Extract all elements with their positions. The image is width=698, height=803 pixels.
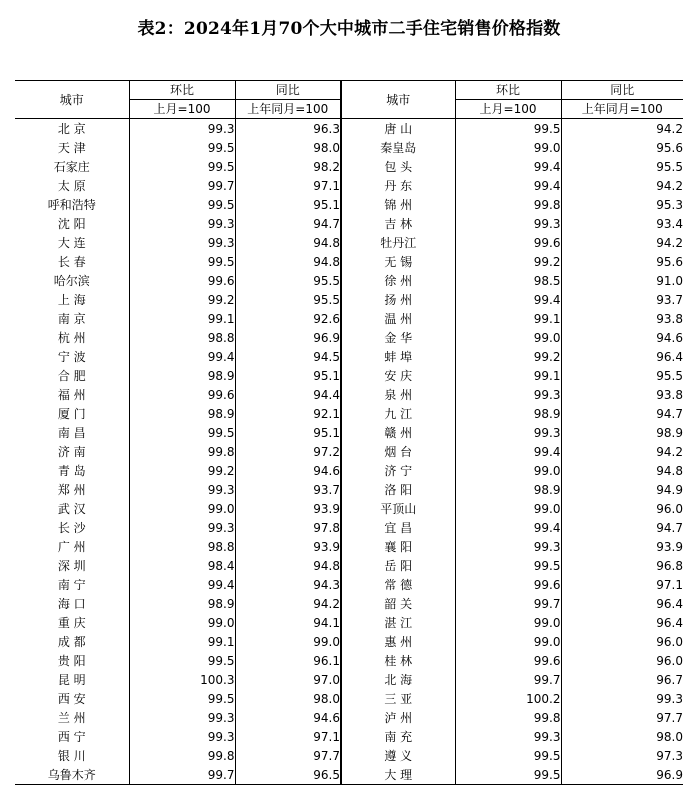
city-left: 兰 州 [57,710,86,725]
yoy-value-left: 94.6 [235,461,341,480]
mom-value-left: 98.9 [129,404,235,423]
mom-value-left: 99.3 [129,119,235,139]
city-left: 济 南 [57,444,86,459]
table-row [15,499,683,518]
city-right: 温 州 [341,309,455,328]
mom-value-left: 99.3 [129,480,235,499]
mom-value-left: 98.8 [129,537,235,556]
yoy-value-left: 97.0 [235,670,341,689]
yoy-value-left: 96.9 [235,328,341,347]
yoy-value-left: 98.2 [235,157,341,176]
yoy-value-left: 96.5 [235,765,341,785]
header-yoy-left: 同比 [235,81,341,100]
yoy-value-right: 96.0 [561,499,683,518]
header-yoy-base-left: 上年同月=100 [235,100,341,119]
mom-value-right: 99.8 [455,195,561,214]
table-row [15,252,683,271]
mom-value-right: 99.5 [455,746,561,765]
table-row [15,765,683,785]
city-left: 南 京 [57,311,86,326]
mom-value-right: 99.4 [455,157,561,176]
city-left: 成 都 [57,634,86,649]
yoy-value-left: 93.9 [235,499,341,518]
yoy-value-right: 96.7 [561,670,683,689]
city-right: 三 亚 [341,689,455,708]
mom-value-right: 99.5 [455,119,561,139]
city-left: 海 口 [57,596,86,611]
city-left: 北 京 [57,121,86,136]
yoy-value-right: 94.2 [561,176,683,195]
yoy-value-right: 94.2 [561,442,683,461]
yoy-value-left: 95.5 [235,290,341,309]
city-left: 深 圳 [57,558,86,573]
mom-value-right: 99.6 [455,651,561,670]
city-right: 泉 州 [341,385,455,404]
yoy-value-left: 93.7 [235,480,341,499]
mom-value-right: 98.5 [455,271,561,290]
table-row [15,347,683,366]
yoy-value-right: 96.9 [561,765,683,785]
yoy-value-left: 94.6 [235,708,341,727]
mom-value-left: 99.3 [129,708,235,727]
mom-value-left: 98.8 [129,328,235,347]
city-right: 扬 州 [341,290,455,309]
yoy-value-right: 96.8 [561,556,683,575]
city-left: 哈尔滨 [53,273,90,288]
city-right: 无 锡 [341,252,455,271]
yoy-value-right: 96.4 [561,347,683,366]
yoy-value-right: 93.4 [561,214,683,233]
table-row [15,404,683,423]
header-yoy-base-right: 上年同月=100 [561,100,683,119]
mom-value-left: 99.5 [129,138,235,157]
table-row [15,290,683,309]
mom-value-left: 100.3 [129,670,235,689]
yoy-value-right: 96.0 [561,632,683,651]
yoy-value-right: 97.3 [561,746,683,765]
table-row [15,613,683,632]
yoy-value-left: 94.8 [235,233,341,252]
table-row [15,423,683,442]
city-right: 泸 州 [341,708,455,727]
yoy-value-left: 94.3 [235,575,341,594]
city-right: 赣 州 [341,423,455,442]
city-left: 西 安 [57,691,86,706]
table-row [15,233,683,252]
city-left: 银 川 [57,748,86,763]
mom-value-left: 99.4 [129,347,235,366]
yoy-value-right: 98.9 [561,423,683,442]
city-left: 石家庄 [53,159,90,174]
mom-value-right: 99.3 [455,385,561,404]
yoy-value-left: 92.6 [235,309,341,328]
mom-value-right: 99.3 [455,423,561,442]
city-right: 桂 林 [341,651,455,670]
city-left: 广 州 [57,539,86,554]
city-left: 重 庆 [57,615,86,630]
price-index-table [15,80,683,785]
table-row [15,309,683,328]
table-row [15,157,683,176]
yoy-value-left: 92.1 [235,404,341,423]
city-left: 杭 州 [57,330,86,345]
yoy-value-right: 95.5 [561,157,683,176]
table-row [15,271,683,290]
city-right: 牡丹江 [341,233,455,252]
mom-value-left: 99.5 [129,195,235,214]
yoy-value-right: 94.2 [561,233,683,252]
city-right: 岳 阳 [341,556,455,575]
yoy-value-right: 94.9 [561,480,683,499]
table-row [15,176,683,195]
mom-value-left: 99.7 [129,176,235,195]
header-mom-base-left: 上月=100 [129,100,235,119]
mom-value-right: 99.6 [455,233,561,252]
mom-value-right: 98.9 [455,404,561,423]
yoy-value-left: 94.5 [235,347,341,366]
mom-value-right: 99.4 [455,442,561,461]
mom-value-left: 99.1 [129,309,235,328]
mom-value-right: 99.4 [455,290,561,309]
table-row [15,138,683,157]
table-row [15,632,683,651]
city-right: 北 海 [341,670,455,689]
city-right: 惠 州 [341,632,455,651]
mom-value-right: 99.3 [455,537,561,556]
yoy-value-left: 99.0 [235,632,341,651]
table-row [15,594,683,613]
header-mom-left: 环比 [129,81,235,100]
yoy-value-left: 94.2 [235,594,341,613]
mom-value-right: 99.2 [455,252,561,271]
table-row [15,727,683,746]
yoy-value-left: 98.0 [235,689,341,708]
yoy-value-right: 94.7 [561,518,683,537]
table-row [15,214,683,233]
city-right: 韶 关 [341,594,455,613]
mom-value-left: 99.6 [129,271,235,290]
mom-value-right: 99.0 [455,632,561,651]
city-right: 南 充 [341,727,455,746]
header-mom-right: 环比 [455,81,561,100]
mom-value-right: 99.4 [455,176,561,195]
table-row [15,556,683,575]
mom-value-left: 99.5 [129,651,235,670]
city-left: 乌鲁木齐 [15,765,129,785]
mom-value-right: 99.1 [455,309,561,328]
mom-value-left: 99.1 [129,632,235,651]
yoy-value-right: 98.0 [561,727,683,746]
city-right: 丹 东 [341,176,455,195]
table-body [15,119,683,785]
city-left: 南 昌 [57,425,86,440]
mom-value-right: 99.3 [455,214,561,233]
city-left: 合 肥 [57,368,86,383]
yoy-value-right: 93.8 [561,385,683,404]
table-row [15,366,683,385]
yoy-value-left: 94.4 [235,385,341,404]
table-row [15,195,683,214]
header-mom-base-right: 上月=100 [455,100,561,119]
yoy-value-left: 95.1 [235,366,341,385]
city-right: 宜 昌 [341,518,455,537]
yoy-value-left: 96.3 [235,119,341,139]
mom-value-left: 99.0 [129,499,235,518]
city-right: 安 庆 [341,366,455,385]
table-row [15,575,683,594]
yoy-value-left: 95.1 [235,423,341,442]
yoy-value-left: 95.1 [235,195,341,214]
yoy-value-right: 97.1 [561,575,683,594]
yoy-value-right: 93.8 [561,309,683,328]
table-row [15,119,683,139]
city-right: 九 江 [341,404,455,423]
table-row [15,708,683,727]
table-row [15,385,683,404]
city-left: 太 原 [57,178,86,193]
mom-value-right: 99.0 [455,499,561,518]
mom-value-left: 99.5 [129,252,235,271]
yoy-value-right: 95.3 [561,195,683,214]
city-left: 武 汉 [57,501,86,516]
city-left: 青 岛 [57,463,86,478]
table-title: 表2：2024年1月70个大中城市二手住宅销售价格指数 [137,19,561,39]
yoy-value-right: 93.9 [561,537,683,556]
mom-value-right: 99.1 [455,366,561,385]
yoy-value-left: 97.1 [235,727,341,746]
city-right: 襄 阳 [341,537,455,556]
mom-value-right: 99.0 [455,328,561,347]
mom-value-left: 99.7 [129,765,235,785]
city-left: 沈 阳 [57,216,86,231]
yoy-value-left: 94.8 [235,252,341,271]
yoy-value-left: 95.5 [235,271,341,290]
city-right: 金 华 [341,328,455,347]
yoy-value-right: 94.6 [561,328,683,347]
mom-value-right: 99.7 [455,594,561,613]
yoy-value-left: 94.8 [235,556,341,575]
city-left: 贵 阳 [57,653,86,668]
city-right: 大 理 [341,765,455,785]
city-right: 洛 阳 [341,480,455,499]
header-yoy-right: 同比 [561,81,683,100]
mom-value-left: 99.3 [129,233,235,252]
table-row [15,689,683,708]
city-right: 蚌 埠 [341,347,455,366]
table-row [15,442,683,461]
city-left: 福 州 [57,387,86,402]
city-left: 大 连 [57,235,86,250]
mom-value-right: 99.5 [455,765,561,785]
mom-value-left: 99.3 [129,727,235,746]
yoy-value-right: 95.5 [561,366,683,385]
mom-value-right: 99.0 [455,461,561,480]
yoy-value-right: 96.0 [561,651,683,670]
city-left: 郑 州 [57,482,86,497]
city-right: 平顶山 [341,499,455,518]
mom-value-right: 100.2 [455,689,561,708]
mom-value-right: 99.6 [455,575,561,594]
city-left: 西 宁 [57,729,86,744]
yoy-value-left: 97.7 [235,746,341,765]
yoy-value-right: 91.0 [561,271,683,290]
yoy-value-left: 94.7 [235,214,341,233]
table-row [15,518,683,537]
yoy-value-right: 95.6 [561,138,683,157]
city-right: 吉 林 [341,214,455,233]
mom-value-right: 99.0 [455,138,561,157]
yoy-value-right: 96.4 [561,613,683,632]
mom-value-right: 98.9 [455,480,561,499]
mom-value-left: 99.2 [129,290,235,309]
city-right: 徐 州 [341,271,455,290]
yoy-value-right: 97.7 [561,708,683,727]
yoy-value-left: 97.2 [235,442,341,461]
city-right: 湛 江 [341,613,455,632]
yoy-value-right: 94.8 [561,461,683,480]
city-right: 烟 台 [341,442,455,461]
mom-value-left: 99.8 [129,442,235,461]
mom-value-right: 99.7 [455,670,561,689]
mom-value-right: 99.4 [455,518,561,537]
mom-value-left: 99.2 [129,461,235,480]
yoy-value-left: 94.1 [235,613,341,632]
mom-value-left: 99.0 [129,613,235,632]
table-row [15,328,683,347]
city-right: 包 头 [341,157,455,176]
mom-value-left: 99.8 [129,746,235,765]
city-left: 昆 明 [57,672,86,687]
yoy-value-right: 93.7 [561,290,683,309]
city-right: 锦 州 [341,195,455,214]
mom-value-left: 98.9 [129,594,235,613]
yoy-value-right: 96.4 [561,594,683,613]
yoy-value-left: 93.9 [235,537,341,556]
city-left: 上 海 [57,292,86,307]
table-row [15,461,683,480]
mom-value-right: 99.8 [455,708,561,727]
city-left: 长 沙 [57,520,86,535]
yoy-value-right: 94.7 [561,404,683,423]
yoy-value-right: 95.6 [561,252,683,271]
city-right: 秦皇岛 [341,138,455,157]
city-right: 常 德 [341,575,455,594]
city-left: 宁 波 [57,349,86,364]
city-left: 天 津 [57,140,86,155]
mom-value-left: 99.5 [129,157,235,176]
mom-value-left: 99.6 [129,385,235,404]
mom-value-right: 99.2 [455,347,561,366]
city-left: 厦 门 [57,406,86,421]
mom-value-left: 99.3 [129,518,235,537]
mom-value-left: 99.5 [129,689,235,708]
city-left: 长 春 [57,254,86,269]
city-left: 南 宁 [57,577,86,592]
table-row [15,670,683,689]
city-right: 济 宁 [341,461,455,480]
city-right: 遵 义 [341,746,455,765]
yoy-value-left: 96.1 [235,651,341,670]
yoy-value-left: 97.8 [235,518,341,537]
table-row [15,537,683,556]
mom-value-left: 99.5 [129,423,235,442]
mom-value-right: 99.3 [455,727,561,746]
header-city-left: 城市 [15,81,129,119]
mom-value-left: 98.4 [129,556,235,575]
table-row [15,480,683,499]
mom-value-right: 99.5 [455,556,561,575]
mom-value-left: 98.9 [129,366,235,385]
yoy-value-right: 94.2 [561,119,683,139]
yoy-value-left: 98.0 [235,138,341,157]
yoy-value-left: 97.1 [235,176,341,195]
city-right: 唐 山 [341,119,455,139]
table-row [15,746,683,765]
mom-value-right: 99.0 [455,613,561,632]
header-city-right: 城市 [341,81,455,119]
yoy-value-right: 99.3 [561,689,683,708]
table-row [15,651,683,670]
mom-value-left: 99.3 [129,214,235,233]
mom-value-left: 99.4 [129,575,235,594]
city-left: 呼和浩特 [47,197,96,212]
